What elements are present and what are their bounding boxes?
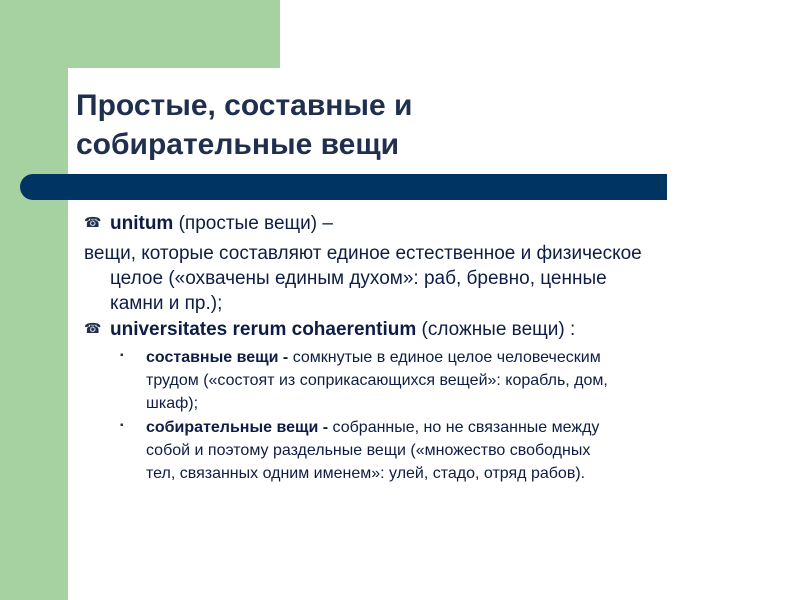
subitem-composite-text-1: сомкнутые в единое целое человеческим bbox=[292, 349, 601, 366]
subitem-collective-line-3: тел, связанных одним именем»: улей, стадо, отряд рабов). bbox=[146, 465, 586, 482]
term-universitates-rest: (сложные вещи) : bbox=[416, 319, 576, 340]
square-bullet-icon: ▪ bbox=[120, 350, 124, 361]
subitem-collective-text-1: собранные, но не связанные между bbox=[332, 419, 600, 436]
subitem-composite-line-2: трудом («состоят из соприкасающихся вещей»: корабль, дом, bbox=[146, 372, 608, 389]
subitem-collective-line-2: собой и поэтому раздельные вещи («множество свободных bbox=[146, 442, 591, 459]
term-composite-sep: - bbox=[278, 349, 293, 366]
term-composite: составные вещи bbox=[146, 349, 279, 366]
title-line-2: собирательные вещи bbox=[76, 128, 400, 161]
title-line-1: Простые, составные и bbox=[76, 89, 413, 122]
list-item-unitum bbox=[110, 212, 333, 236]
term-collective: собирательные вещи bbox=[146, 419, 319, 436]
subitem-composite-line-1 bbox=[146, 346, 601, 369]
list-item-universitates bbox=[110, 318, 575, 342]
definition-line-3: камни и пр.); bbox=[110, 293, 223, 314]
phone-icon: ☎ bbox=[84, 214, 102, 230]
term-universitates: universitates rerum cohaerentium bbox=[110, 319, 417, 340]
term-unitum-rest: (простые вещи) – bbox=[173, 213, 333, 234]
square-bullet-icon: ▪ bbox=[120, 420, 124, 431]
definition-line-2: целое («охвачены единым духом»: раб, бревно, ценные bbox=[110, 268, 607, 289]
subitem-composite-line-3: шкаф); bbox=[146, 395, 199, 412]
subitem-collective-line-1 bbox=[146, 416, 599, 439]
term-collective-sep: - bbox=[318, 419, 333, 436]
term-unitum: unitum bbox=[110, 213, 174, 234]
definition-line-1: вещи, которые составляют единое естественное и физическое bbox=[84, 243, 642, 264]
phone-icon: ☎ bbox=[84, 320, 102, 336]
